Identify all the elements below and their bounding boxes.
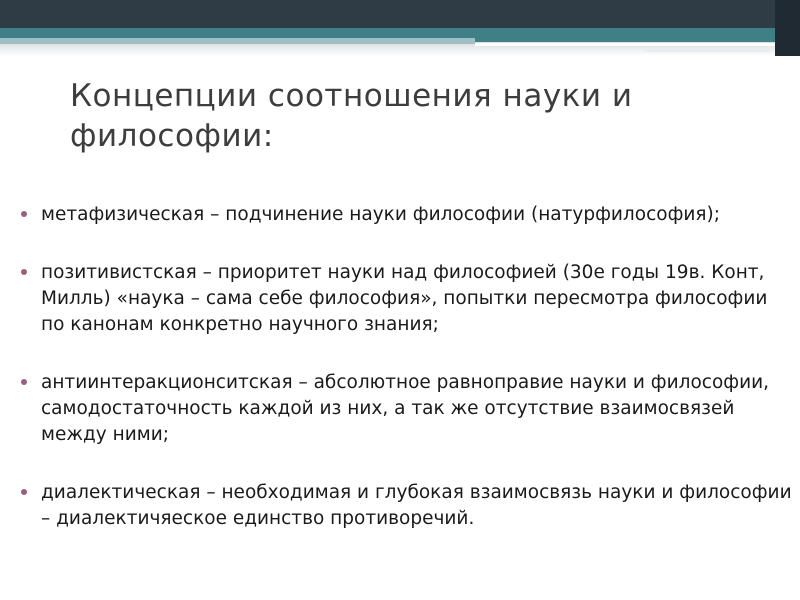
header-decor-line xyxy=(475,43,800,46)
slide-title: Концепции соотношения науки и философии: xyxy=(70,78,633,154)
bullet-dot-icon xyxy=(21,379,27,385)
bullet-dot-icon xyxy=(21,489,27,495)
bullet-list xyxy=(18,202,793,564)
bullet-item-dialectical xyxy=(18,480,793,532)
header-teal-highlight xyxy=(0,38,475,44)
bullet-item-metaphysical xyxy=(18,202,793,228)
bullet-dot-icon xyxy=(21,211,27,217)
bullet-item-antiinteractionist xyxy=(18,370,793,448)
bullet-item-positivist xyxy=(18,260,793,338)
bullet-text: метафизическая – подчинение науки философии (натурфилософия); xyxy=(41,204,720,225)
bullet-text: антиинтеракционситская – абсолютное равноправие науки и философии, самодостаточность каждой из них, а так же отсутствие взаимосвязей между ними; xyxy=(41,372,770,445)
bullet-text: позитивистская – приоритет науки над философией (30е годы 19в. Конт, Милль) «наука – сама себе философия», попытки пересмотра философии по канонам конкретно научного знания; xyxy=(41,262,768,335)
header-band xyxy=(0,0,800,28)
header-decor-line-short xyxy=(645,49,770,52)
header-accent-block xyxy=(775,0,800,56)
bullet-text: диалектическая – необходимая и глубокая взаимосвязь науки и философии – диалектичяеское единство противоречий. xyxy=(41,482,792,529)
bullet-dot-icon xyxy=(21,269,27,275)
